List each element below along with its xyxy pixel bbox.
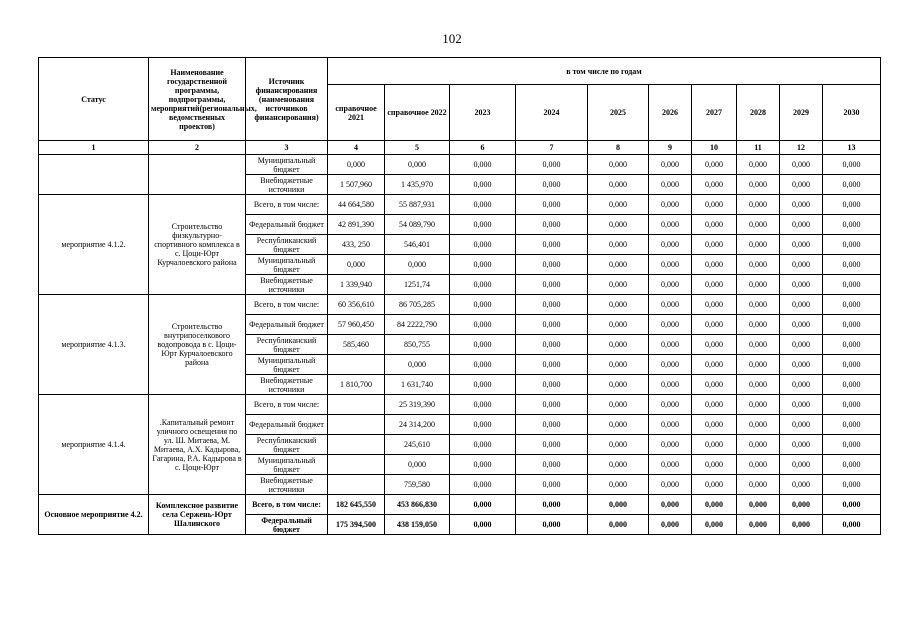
row-value: 54 089,790 xyxy=(385,215,450,235)
row-value: 0,000 xyxy=(780,435,823,455)
row-value: 453 866,830 xyxy=(385,495,450,515)
row-value: 0,000 xyxy=(649,235,692,255)
row-name xyxy=(149,155,246,195)
row-value: 0,000 xyxy=(737,275,780,295)
column-number: 9 xyxy=(649,141,692,155)
row-value: 0,000 xyxy=(649,295,692,315)
row-value: 0,000 xyxy=(450,375,516,395)
row-value: 0,000 xyxy=(780,335,823,355)
row-value: 0,000 xyxy=(385,155,450,175)
row-value: 0,000 xyxy=(823,415,881,435)
row-value: 0,000 xyxy=(823,195,881,215)
row-value: 245,610 xyxy=(385,435,450,455)
row-value: 0,000 xyxy=(823,175,881,195)
row-value: 0,000 xyxy=(692,215,737,235)
column-number: 7 xyxy=(516,141,588,155)
row-source: Федеральный бюджет xyxy=(246,415,328,435)
row-value: 0,000 xyxy=(692,195,737,215)
row-value: 0,000 xyxy=(737,315,780,335)
row-value: 0,000 xyxy=(450,415,516,435)
row-source: Федеральный бюджет xyxy=(246,515,328,535)
column-number: 3 xyxy=(246,141,328,155)
row-value: 0,000 xyxy=(823,255,881,275)
row-status: мероприятие 4.1.3. xyxy=(39,295,149,395)
row-value: 0,000 xyxy=(780,375,823,395)
row-value: 0,000 xyxy=(649,455,692,475)
row-value: 0,000 xyxy=(450,315,516,335)
column-number: 5 xyxy=(385,141,450,155)
row-value: 0,000 xyxy=(588,175,649,195)
row-value: 0,000 xyxy=(516,155,588,175)
row-value: 0,000 xyxy=(588,235,649,255)
row-value: 0,000 xyxy=(450,495,516,515)
row-value xyxy=(328,435,385,455)
row-value: 0,000 xyxy=(737,455,780,475)
row-value: 0,000 xyxy=(450,295,516,315)
row-value: 0,000 xyxy=(780,195,823,215)
row-value: 0,000 xyxy=(692,515,737,535)
row-name: Комплексное развитие села Сержень-Юрт Шалинского xyxy=(149,495,246,535)
row-value: 0,000 xyxy=(780,215,823,235)
row-value: 0,000 xyxy=(737,395,780,415)
row-value: 0,000 xyxy=(823,295,881,315)
header-year: справочное 2022 xyxy=(385,85,450,141)
row-status xyxy=(39,155,149,195)
row-value: 0,000 xyxy=(588,155,649,175)
row-value: 0,000 xyxy=(692,175,737,195)
table-row xyxy=(39,495,881,515)
row-value: 0,000 xyxy=(649,435,692,455)
row-value: 84 2222,790 xyxy=(385,315,450,335)
row-value: 1 435,970 xyxy=(385,175,450,195)
row-value: 0,000 xyxy=(692,475,737,495)
row-value: 0,000 xyxy=(385,455,450,475)
row-value: 0,000 xyxy=(516,475,588,495)
row-value: 0,000 xyxy=(588,395,649,415)
row-value: 0,000 xyxy=(588,475,649,495)
row-value: 0,000 xyxy=(823,355,881,375)
row-source: Внебюджетные источники xyxy=(246,375,328,395)
header-year: справочное 2021 xyxy=(328,85,385,141)
row-value: 0,000 xyxy=(649,495,692,515)
row-value: 0,000 xyxy=(450,215,516,235)
row-value: 0,000 xyxy=(780,315,823,335)
row-name: Строительство внутрипоселкового водопровода в с. Цоци-Юрт Курчалоевского района xyxy=(149,295,246,395)
row-value: 0,000 xyxy=(588,515,649,535)
header-name: Наименование государственной программы, подпрограммы, мероприятий(региональных, ведомственных проектов) xyxy=(149,58,246,141)
row-source: Республиканский бюджет xyxy=(246,235,328,255)
table-row xyxy=(39,295,881,315)
column-number: 6 xyxy=(450,141,516,155)
header-year: 2026 xyxy=(649,85,692,141)
row-value: 0,000 xyxy=(588,315,649,335)
table-row xyxy=(39,155,881,175)
row-value: 1 810,700 xyxy=(328,375,385,395)
row-value: 1251,74 xyxy=(385,275,450,295)
row-name: .Капитальный ремонт уличного освещения по ул. Ш. Митаева, М. Митаева, А.Х. Кадырова, Гагарина, Р.А. Кадырова в с. Цоци-Юрт xyxy=(149,395,246,495)
row-value: 438 159,050 xyxy=(385,515,450,535)
row-value: 546,401 xyxy=(385,235,450,255)
row-value: 0,000 xyxy=(385,355,450,375)
row-value: 0,000 xyxy=(588,275,649,295)
row-value: 0,000 xyxy=(328,255,385,275)
table-row xyxy=(39,395,881,415)
row-value: 1 339,940 xyxy=(328,275,385,295)
row-value: 0,000 xyxy=(516,215,588,235)
row-value: 0,000 xyxy=(516,395,588,415)
row-source: Федеральный бюджет xyxy=(246,315,328,335)
row-value: 850,755 xyxy=(385,335,450,355)
budget-table xyxy=(38,57,881,535)
row-value: 55 887,931 xyxy=(385,195,450,215)
row-value: 0,000 xyxy=(780,295,823,315)
row-value: 0,000 xyxy=(780,395,823,415)
row-value: 1 631,740 xyxy=(385,375,450,395)
column-number: 11 xyxy=(737,141,780,155)
row-source: Муниципальный бюджет xyxy=(246,255,328,275)
header-year: 2028 xyxy=(737,85,780,141)
row-value: 0,000 xyxy=(516,255,588,275)
row-value: 0,000 xyxy=(649,155,692,175)
row-value: 0,000 xyxy=(649,195,692,215)
column-number: 10 xyxy=(692,141,737,155)
row-source: Внебюджетные источники xyxy=(246,175,328,195)
row-value: 0,000 xyxy=(588,255,649,275)
row-value: 0,000 xyxy=(692,235,737,255)
row-value: 0,000 xyxy=(516,275,588,295)
row-value: 0,000 xyxy=(516,515,588,535)
row-value: 0,000 xyxy=(692,295,737,315)
row-value: 0,000 xyxy=(780,355,823,375)
row-value: 44 664,580 xyxy=(328,195,385,215)
header-years-group: в том числе по годам xyxy=(328,58,881,85)
row-value: 0,000 xyxy=(649,475,692,495)
row-source: Федеральный бюджет xyxy=(246,215,328,235)
row-value: 0,000 xyxy=(649,515,692,535)
row-source: Внебюджетные источники xyxy=(246,275,328,295)
header-year: 2025 xyxy=(588,85,649,141)
row-source: Муниципальный бюджет xyxy=(246,355,328,375)
row-source: Всего, в том числе: xyxy=(246,295,328,315)
row-value: 0,000 xyxy=(516,175,588,195)
row-source: Внебюджетные источники xyxy=(246,475,328,495)
row-value: 0,000 xyxy=(516,435,588,455)
row-value: 86 705,285 xyxy=(385,295,450,315)
row-value: 0,000 xyxy=(516,195,588,215)
header-status: Статус xyxy=(39,58,149,141)
row-value: 0,000 xyxy=(737,495,780,515)
row-value: 0,000 xyxy=(450,455,516,475)
row-value: 0,000 xyxy=(450,515,516,535)
row-value: 0,000 xyxy=(823,215,881,235)
row-value: 0,000 xyxy=(823,515,881,535)
row-value: 0,000 xyxy=(516,315,588,335)
row-value: 0,000 xyxy=(450,235,516,255)
row-value: 0,000 xyxy=(737,435,780,455)
row-value: 182 645,550 xyxy=(328,495,385,515)
row-value: 0,000 xyxy=(588,495,649,515)
row-value xyxy=(328,475,385,495)
row-value: 0,000 xyxy=(649,215,692,235)
row-value: 175 394,500 xyxy=(328,515,385,535)
row-value: 0,000 xyxy=(385,255,450,275)
row-name: Строительство физкультурно-спортивного комплекса в с. Цоци-Юрт Курчалоевского района xyxy=(149,195,246,295)
row-value: 0,000 xyxy=(737,175,780,195)
row-value: 0,000 xyxy=(692,155,737,175)
row-value: 0,000 xyxy=(692,315,737,335)
row-value: 0,000 xyxy=(737,255,780,275)
row-value: 0,000 xyxy=(737,335,780,355)
row-value: 0,000 xyxy=(780,495,823,515)
row-value: 0,000 xyxy=(588,335,649,355)
row-value: 0,000 xyxy=(780,235,823,255)
row-value: 0,000 xyxy=(450,155,516,175)
row-value: 0,000 xyxy=(649,355,692,375)
row-value: 0,000 xyxy=(737,235,780,255)
row-value: 0,000 xyxy=(450,435,516,455)
row-value: 0,000 xyxy=(450,195,516,215)
row-value: 0,000 xyxy=(692,495,737,515)
row-value: 0,000 xyxy=(823,495,881,515)
row-value: 759,580 xyxy=(385,475,450,495)
row-value xyxy=(328,355,385,375)
row-value: 0,000 xyxy=(780,175,823,195)
row-value: 0,000 xyxy=(780,415,823,435)
row-source: Всего, в том числе: xyxy=(246,395,328,415)
row-value: 0,000 xyxy=(692,355,737,375)
row-value: 0,000 xyxy=(450,175,516,195)
row-value: 57 960,450 xyxy=(328,315,385,335)
row-value: 0,000 xyxy=(692,395,737,415)
row-value: 0,000 xyxy=(692,455,737,475)
row-source: Муниципальный бюджет xyxy=(246,455,328,475)
row-value xyxy=(328,395,385,415)
header-year: 2027 xyxy=(692,85,737,141)
row-value: 0,000 xyxy=(516,455,588,475)
row-value: 0,000 xyxy=(450,395,516,415)
row-value: 0,000 xyxy=(823,275,881,295)
row-value: 0,000 xyxy=(649,255,692,275)
table-row xyxy=(39,195,881,215)
row-value: 0,000 xyxy=(588,215,649,235)
row-value: 0,000 xyxy=(516,295,588,315)
row-value: 0,000 xyxy=(588,295,649,315)
row-value: 0,000 xyxy=(649,395,692,415)
row-value: 0,000 xyxy=(780,455,823,475)
row-value: 0,000 xyxy=(692,275,737,295)
row-value: 0,000 xyxy=(516,415,588,435)
row-value: 0,000 xyxy=(737,515,780,535)
column-number: 2 xyxy=(149,141,246,155)
row-value: 0,000 xyxy=(692,335,737,355)
row-value: 0,000 xyxy=(692,435,737,455)
column-number: 1 xyxy=(39,141,149,155)
header-source: Источник финансирования (наименования источников финансирования) xyxy=(246,58,328,141)
row-source: Всего, в том числе: xyxy=(246,195,328,215)
row-value: 60 356,610 xyxy=(328,295,385,315)
row-value: 0,000 xyxy=(649,275,692,295)
row-value: 0,000 xyxy=(823,455,881,475)
row-value: 0,000 xyxy=(780,515,823,535)
row-source: Республиканский бюджет xyxy=(246,435,328,455)
row-status: мероприятие 4.1.2. xyxy=(39,195,149,295)
row-value: 0,000 xyxy=(516,495,588,515)
row-value: 433, 250 xyxy=(328,235,385,255)
column-number: 8 xyxy=(588,141,649,155)
row-value: 0,000 xyxy=(780,475,823,495)
column-number: 13 xyxy=(823,141,881,155)
row-value xyxy=(328,455,385,475)
row-value: 0,000 xyxy=(737,355,780,375)
row-value xyxy=(328,415,385,435)
row-value: 0,000 xyxy=(692,255,737,275)
row-value: 0,000 xyxy=(823,475,881,495)
row-value: 0,000 xyxy=(780,155,823,175)
row-value: 0,000 xyxy=(649,335,692,355)
row-value: 0,000 xyxy=(450,255,516,275)
row-value: 0,000 xyxy=(780,275,823,295)
row-value: 0,000 xyxy=(588,375,649,395)
row-value: 0,000 xyxy=(780,255,823,275)
row-value: 0,000 xyxy=(588,355,649,375)
page-number: 102 xyxy=(442,31,462,46)
row-source: Республиканский бюджет xyxy=(246,335,328,355)
row-value: 0,000 xyxy=(737,215,780,235)
row-value: 0,000 xyxy=(450,335,516,355)
row-value: 0,000 xyxy=(649,415,692,435)
column-number: 12 xyxy=(780,141,823,155)
row-value: 1 507,960 xyxy=(328,175,385,195)
row-value: 0,000 xyxy=(823,235,881,255)
row-value: 0,000 xyxy=(450,475,516,495)
row-value: 0,000 xyxy=(649,175,692,195)
row-value: 0,000 xyxy=(649,315,692,335)
header-year: 2023 xyxy=(450,85,516,141)
row-value: 25 319,390 xyxy=(385,395,450,415)
row-value: 0,000 xyxy=(737,375,780,395)
column-number: 4 xyxy=(328,141,385,155)
row-value: 0,000 xyxy=(588,455,649,475)
row-value: 0,000 xyxy=(823,435,881,455)
row-value: 0,000 xyxy=(516,335,588,355)
row-value: 0,000 xyxy=(649,375,692,395)
row-value: 0,000 xyxy=(516,235,588,255)
row-value: 0,000 xyxy=(588,195,649,215)
row-value: 0,000 xyxy=(737,415,780,435)
row-status: Основное мероприятие 4.2. xyxy=(39,495,149,535)
row-value: 585,460 xyxy=(328,335,385,355)
row-status: мероприятие 4.1.4. xyxy=(39,395,149,495)
row-value: 0,000 xyxy=(516,355,588,375)
row-value: 0,000 xyxy=(823,155,881,175)
header-year: 2030 xyxy=(823,85,881,141)
row-value: 0,000 xyxy=(737,295,780,315)
row-value: 0,000 xyxy=(588,435,649,455)
row-value: 0,000 xyxy=(737,155,780,175)
row-value: 0,000 xyxy=(450,275,516,295)
row-value: 0,000 xyxy=(823,335,881,355)
row-value: 0,000 xyxy=(692,415,737,435)
row-value: 0,000 xyxy=(823,395,881,415)
header-year: 2024 xyxy=(516,85,588,141)
row-value: 0,000 xyxy=(823,375,881,395)
row-value: 0,000 xyxy=(516,375,588,395)
row-value: 0,000 xyxy=(588,415,649,435)
row-value: 0,000 xyxy=(328,155,385,175)
row-value: 0,000 xyxy=(450,355,516,375)
row-value: 0,000 xyxy=(737,195,780,215)
row-source: Всего, в том числе: xyxy=(246,495,328,515)
row-value: 42 891,390 xyxy=(328,215,385,235)
row-value: 0,000 xyxy=(692,375,737,395)
row-value: 0,000 xyxy=(737,475,780,495)
header-year: 2029 xyxy=(780,85,823,141)
row-value: 0,000 xyxy=(823,315,881,335)
row-source: Муниципальный бюджет xyxy=(246,155,328,175)
row-value: 24 314,200 xyxy=(385,415,450,435)
